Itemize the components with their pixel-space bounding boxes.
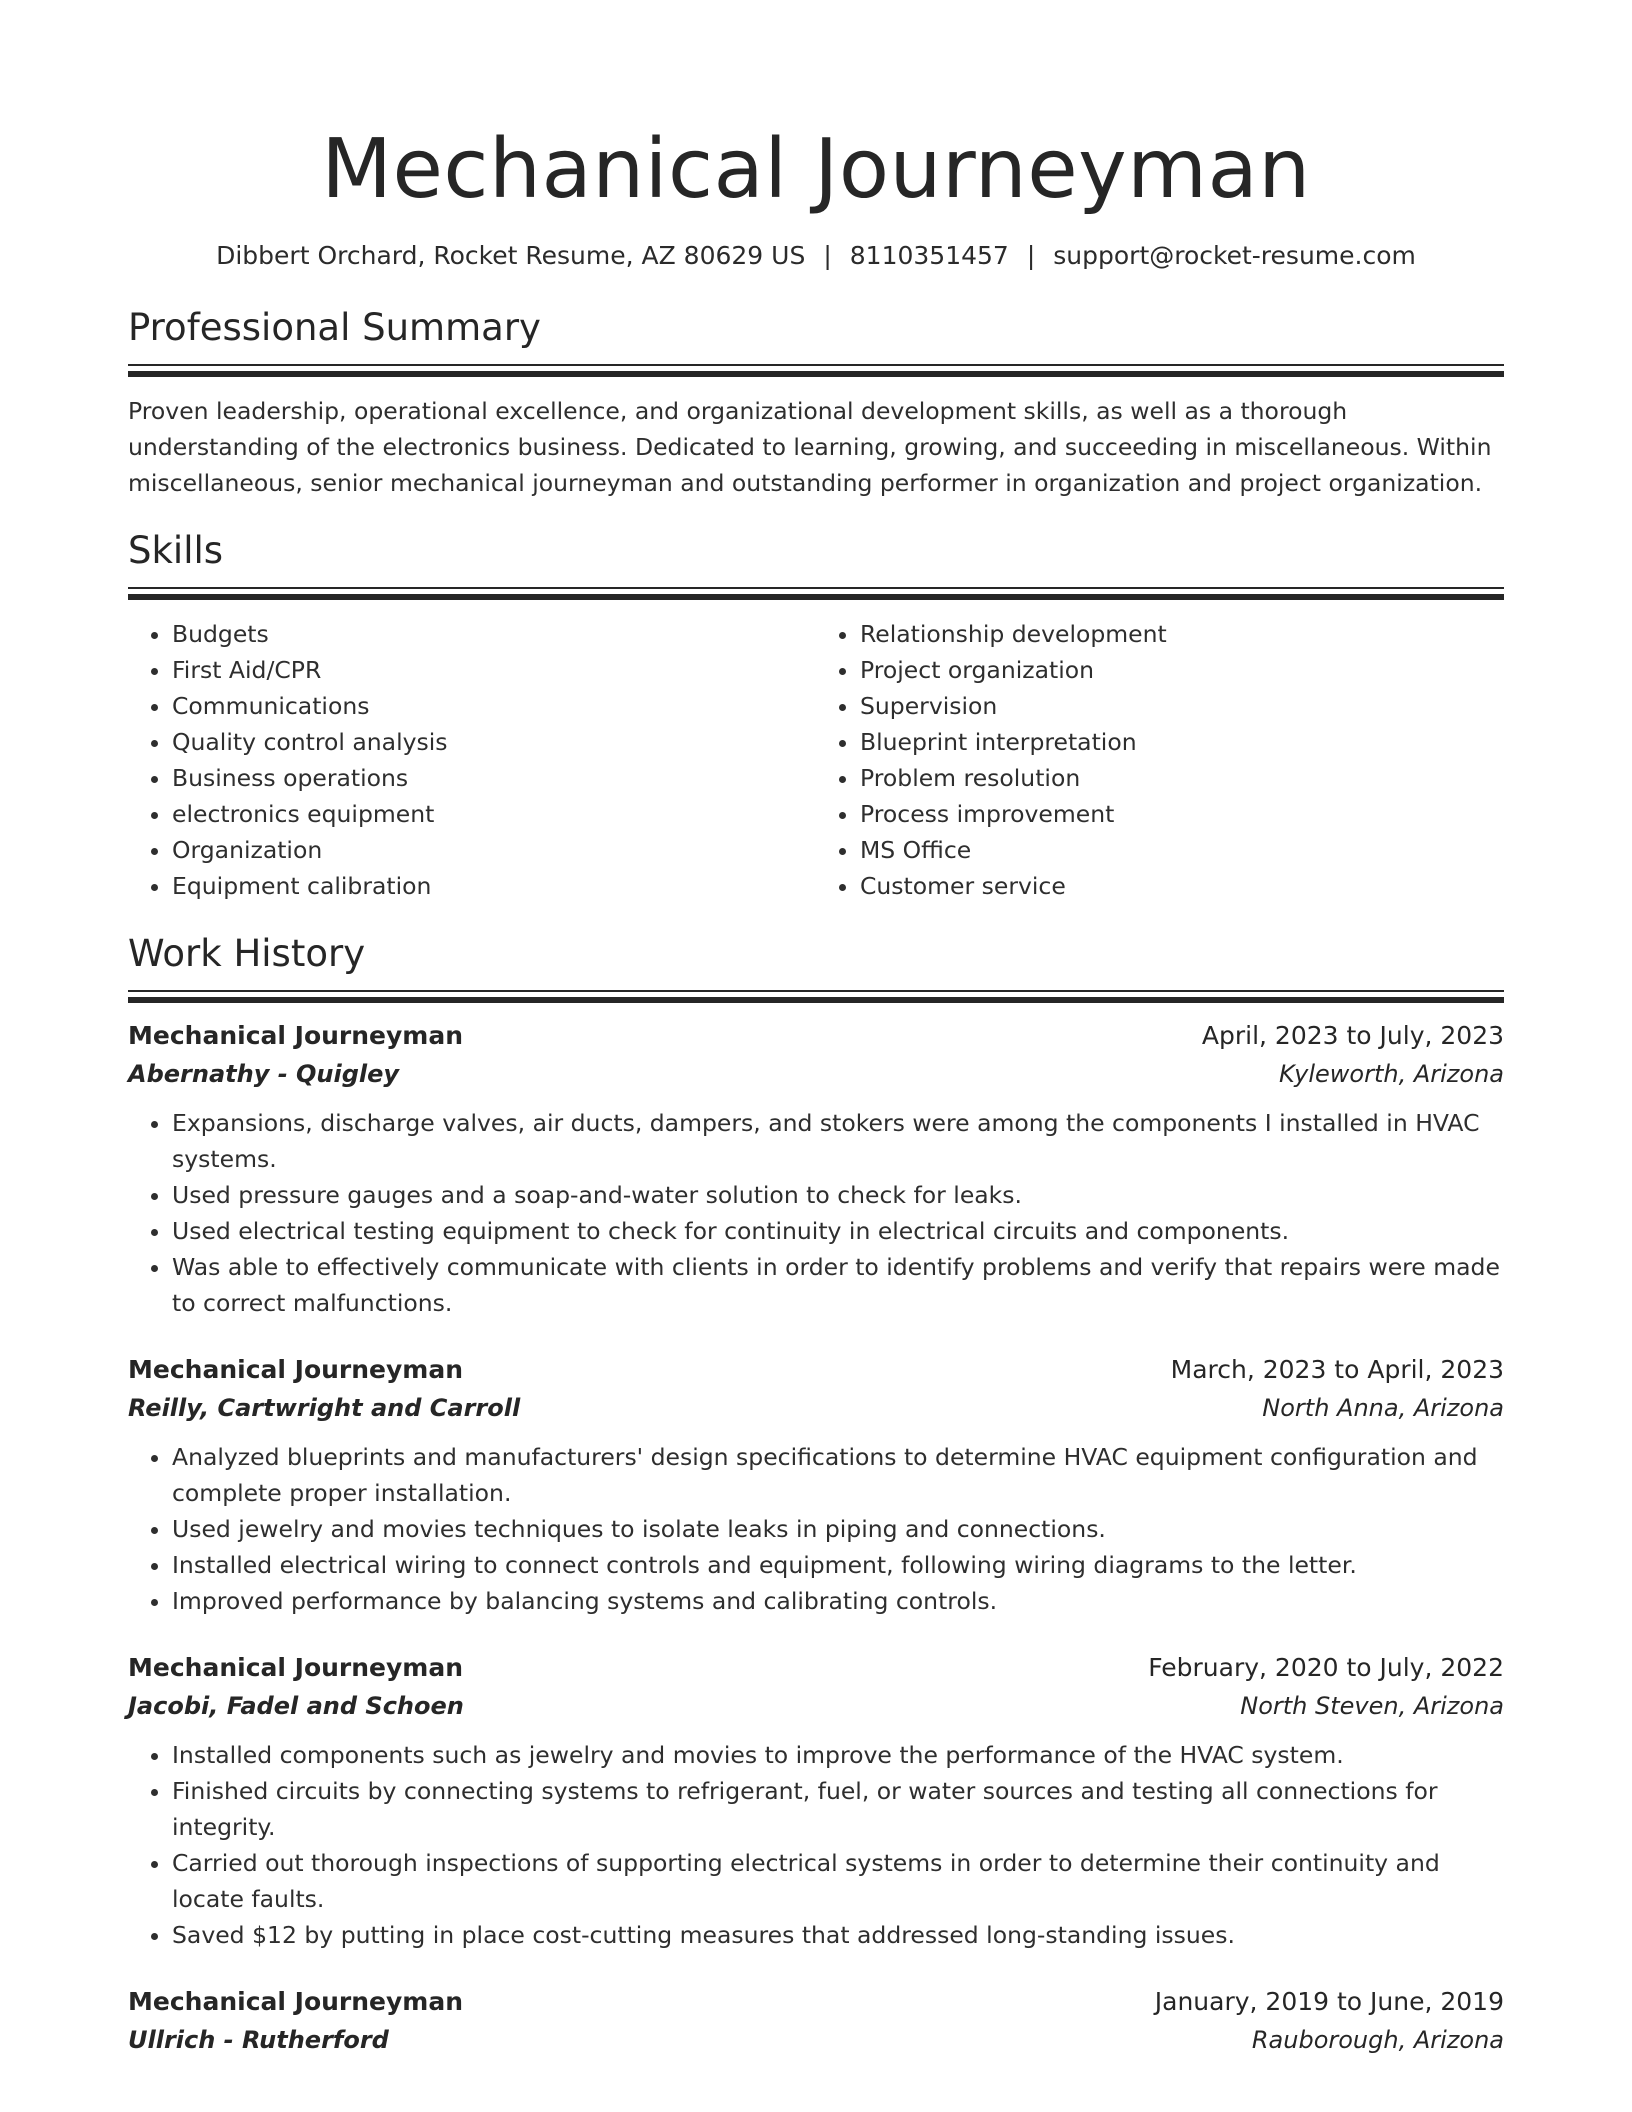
job-entry xyxy=(128,1351,1504,1619)
job-dates: April, 2023 to July, 2023 xyxy=(1201,1021,1504,1050)
job-bullets xyxy=(128,1737,1504,1953)
skill-item: • Project organization xyxy=(860,652,1504,688)
resume-name: Mechanical Journeyman xyxy=(321,122,1311,217)
skill-item: • Equipment calibration xyxy=(172,868,816,904)
job-dates: January, 2019 to June, 2019 xyxy=(1154,1987,1504,2016)
skill-item: • Supervision xyxy=(860,688,1504,724)
job-bullet: • Installed components such as jewelry and movies to improve the performance of the HVAC system. xyxy=(172,1737,1504,1773)
contact-separator: | xyxy=(1026,241,1036,270)
contact-address: Dibbert Orchard, Rocket Resume, AZ 80629 US xyxy=(216,241,806,270)
skill-item: • First Aid/CPR xyxy=(172,652,816,688)
skills-section xyxy=(128,527,1504,904)
contact-email: support@rocket-resume.com xyxy=(1053,241,1416,270)
job-entry xyxy=(128,1983,1504,2059)
contact-separator: | xyxy=(823,241,832,270)
contact-phone: 8110351457 xyxy=(849,241,1009,270)
job-location: Rauborough, Arizona xyxy=(1251,2026,1504,2054)
section-divider xyxy=(128,990,1504,1003)
job-bullets xyxy=(128,1105,1504,1321)
skill-item: • Organization xyxy=(172,832,816,868)
skill-item: • Problem resolution xyxy=(860,760,1504,796)
job-bullet: • Used pressure gauges and a soap-and-water solution to check for leaks. xyxy=(172,1177,1504,1213)
job-location: North Anna, Arizona xyxy=(1262,1394,1504,1422)
job-bullet: • Saved $12 by putting in place cost-cutting measures that addressed long-standing issues. xyxy=(172,1917,1504,1953)
job-bullet: • Analyzed blueprints and manufacturers' design specifications to determine HVAC equipment configuration and complete proper installation. xyxy=(172,1439,1504,1511)
job-company: Abernathy - Quigley xyxy=(128,1060,400,1088)
job-title: Mechanical Journeyman xyxy=(128,1987,464,2016)
job-title: Mechanical Journeyman xyxy=(128,1355,464,1384)
skill-item: • Budgets xyxy=(172,616,816,652)
skill-item: • electronics equipment xyxy=(172,796,816,832)
skills-list-right xyxy=(816,616,1504,904)
skill-item: • Process improvement xyxy=(860,796,1504,832)
skills-list-left xyxy=(128,616,816,904)
summary-section xyxy=(128,304,1504,501)
job-bullet: • Improved performance by balancing systems and calibrating controls. xyxy=(172,1583,1504,1619)
job-dates: March, 2023 to April, 2023 xyxy=(1170,1355,1504,1384)
skill-item: • MS Office xyxy=(860,832,1504,868)
skill-item: • Customer service xyxy=(860,868,1504,904)
job-bullet: • Carried out thorough inspections of supporting electrical systems in order to determine their continuity and locate faults. xyxy=(172,1845,1504,1917)
skill-item: • Quality control analysis xyxy=(172,724,816,760)
section-title-work-history: Work History xyxy=(128,932,366,975)
contact-line xyxy=(128,238,1504,274)
skills-columns xyxy=(128,616,1504,904)
skill-item: • Blueprint interpretation xyxy=(860,724,1504,760)
job-company: Ullrich - Rutherford xyxy=(128,2026,389,2054)
skill-item: • Relationship development xyxy=(860,616,1504,652)
section-title-skills: Skills xyxy=(128,529,224,572)
job-bullet: • Installed electrical wiring to connect controls and equipment, following wiring diagrams to the letter. xyxy=(172,1547,1504,1583)
job-company: Jacobi, Fadel and Schoen xyxy=(128,1692,464,1720)
job-entry xyxy=(128,1649,1504,1953)
section-divider xyxy=(128,364,1504,377)
job-title: Mechanical Journeyman xyxy=(128,1021,464,1050)
skill-item: • Business operations xyxy=(172,760,816,796)
job-bullet: • Was able to effectively communicate with clients in order to identify problems and verify that repairs were made to correct malfunctions. xyxy=(172,1249,1504,1321)
skill-item: • Communications xyxy=(172,688,816,724)
job-title: Mechanical Journeyman xyxy=(128,1653,464,1682)
job-bullet: • Used jewelry and movies techniques to isolate leaks in piping and connections. xyxy=(172,1511,1504,1547)
section-title-summary: Professional Summary xyxy=(128,306,541,349)
job-bullet: • Finished circuits by connecting systems to refrigerant, fuel, or water sources and testing all connections for integrity. xyxy=(172,1773,1504,1845)
job-company: Reilly, Cartwright and Carroll xyxy=(128,1394,521,1422)
job-bullet: • Used electrical testing equipment to check for continuity in electrical circuits and components. xyxy=(172,1213,1504,1249)
job-bullets xyxy=(128,1439,1504,1619)
job-location: North Steven, Arizona xyxy=(1240,1692,1504,1720)
job-entry xyxy=(128,1017,1504,1321)
work-history-section xyxy=(128,930,1504,2059)
job-bullet: • Expansions, discharge valves, air ducts, dampers, and stokers were among the components I installed in HVAC systems. xyxy=(172,1105,1504,1177)
section-divider xyxy=(128,587,1504,600)
summary-text: Proven leadership, operational excellence, and organizational development skills, as well as a thorough understanding of the electronics business. Dedicated to learning, growing, and succeeding in miscellaneous. Within miscellaneous, senior mechanical journeyman and outstanding performer in organization and project organization. xyxy=(128,397,1492,497)
job-location: Kyleworth, Arizona xyxy=(1279,1060,1504,1088)
job-dates: February, 2020 to July, 2022 xyxy=(1148,1653,1504,1682)
